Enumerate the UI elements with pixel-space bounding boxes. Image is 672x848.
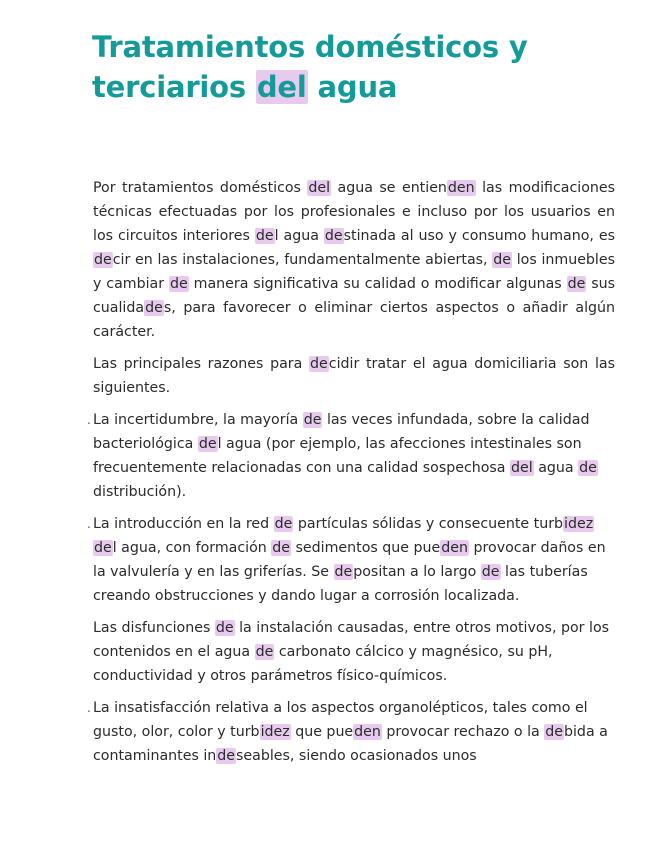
- search-highlight: de: [579, 460, 597, 476]
- search-highlight: de: [274, 516, 293, 532]
- title-text: Tratamientos domésticos y terciarios: [92, 30, 528, 104]
- search-highlight: de: [145, 300, 163, 316]
- search-highlight: den: [441, 540, 468, 556]
- search-highlight: idez: [260, 724, 290, 740]
- search-highlight: de: [334, 564, 353, 580]
- paragraph-reasons-intro: Las principales razones para decidir tratar el agua domiciliaria son las siguientes.: [93, 356, 615, 396]
- list-item-text: La incertidumbre, la mayoría de las veces infundada, sobre la calidad bacteriológica del agua (por ejemplo, las afecciones intestinales son frecuentemente relacionadas con una calidad sospechosa del agua de distribución).: [93, 412, 597, 500]
- bullet-marker: .: [87, 517, 91, 531]
- list-item-text: Las disfunciones de la instalación causadas, entre otros motivos, por los contenidos en el agua de carbonato cálcico y magnésico, su pH, conductividad y otros parámetros físico-químicos.: [93, 620, 610, 684]
- search-highlight: de: [567, 276, 586, 292]
- bullet-marker: .: [87, 701, 91, 715]
- search-highlight: de: [272, 540, 291, 556]
- search-highlight: de: [217, 748, 236, 764]
- search-highlight: de: [198, 436, 217, 452]
- title-text-end: agua: [307, 70, 398, 104]
- list-item-text: La introducción en la red de partículas sólidas y consecuente turbidez del agua, con formación de sedimentos que pueden provocar daños en la valvulería y en las griferías. Se depositan a lo largo de las tuberías creando obstrucciones y dando lugar a corrosión localizada.: [93, 516, 606, 604]
- search-highlight: de: [94, 540, 112, 556]
- document-body: [87, 176, 616, 768]
- search-highlight: de: [255, 644, 274, 660]
- search-highlight: den: [354, 724, 381, 740]
- list-item-particles: [87, 512, 615, 608]
- document-title: [92, 27, 612, 107]
- list-item-organoleptic: [87, 696, 615, 768]
- search-highlight: del: [511, 460, 533, 476]
- search-highlight: de: [310, 356, 328, 372]
- search-highlight: de: [545, 724, 563, 740]
- search-highlight: de: [255, 228, 274, 244]
- list-item-text: La insatisfacción relativa a los aspectos organolépticos, tales como el gusto, olor, color y turbidez que pueden provocar rechazo o la debida a contaminantes indeseables, siendo ocasionados unos: [93, 700, 608, 764]
- search-highlight: de: [170, 276, 188, 292]
- search-highlight: de: [324, 228, 343, 244]
- bullet-marker: .: [87, 413, 91, 427]
- search-highlight: de: [94, 252, 112, 268]
- search-highlight: de: [215, 620, 234, 636]
- search-highlight: den: [447, 180, 475, 196]
- search-highlight: idez: [564, 516, 594, 532]
- search-highlight: de: [493, 252, 511, 268]
- search-highlight: del: [308, 180, 331, 196]
- list-item-dysfunctions: [93, 616, 615, 688]
- search-highlight: de: [303, 412, 322, 428]
- paragraph-intro: Por tratamientos domésticos del agua se entienden las modificaciones técnicas efectuadas por los profesionales e incluso por los usuarios en los circuitos interiores del agua destinada al uso y consumo humano, es decir en las instalaciones, fundamentalmente abiertas, de los inmuebles y cambiar de manera significativa su calidad o modificar algunas de sus cualidades, para favorecer o eliminar ciertos aspectos o añadir algún carácter.: [93, 180, 616, 340]
- search-highlight: de: [481, 564, 500, 580]
- search-highlight: del: [256, 70, 307, 104]
- list-item-bacteriological: [87, 408, 615, 504]
